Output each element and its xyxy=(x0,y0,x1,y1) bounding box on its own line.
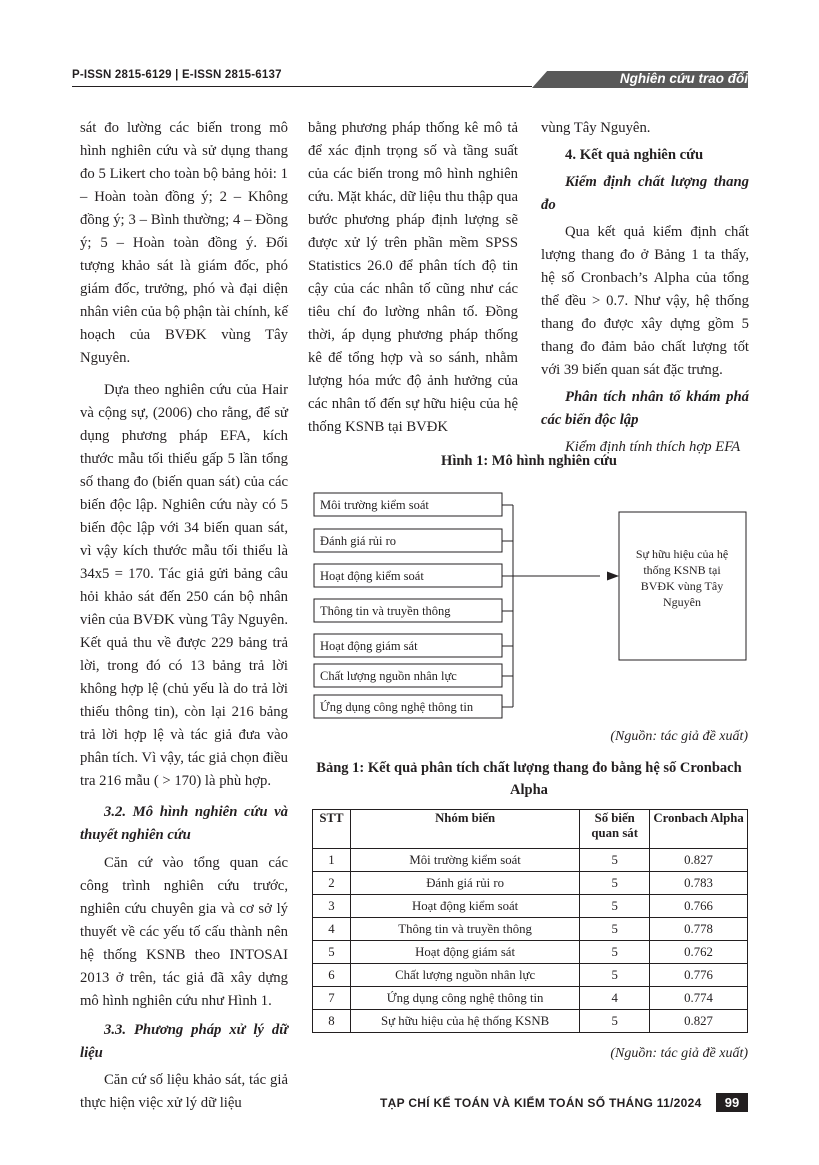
issn-header: P-ISSN 2815-6129 | E-ISSN 2815-6137 xyxy=(72,69,282,81)
factor-label: Đánh giá rủi ro xyxy=(320,534,397,548)
paragraph: Căn cứ vào tổng quan các công trình nghiên cứu trước, nghiên cứu chuyên gia và cơ sở lý thuyết về các yếu tố cấu thành nên hệ thống KSNB theo INTOSAI 2013 ở trên, tác giả đã xây dựng mô hình nghiên cứu như Hình 1. xyxy=(80,855,288,1009)
column-2 xyxy=(308,117,518,439)
header-cell: STT xyxy=(313,810,351,849)
subsection-heading: Phân tích nhân tố khám phá các biến độc lập xyxy=(541,389,749,428)
table-cell: Môi trường kiểm soát xyxy=(350,849,579,872)
header-cell: Cronbach Alpha xyxy=(650,810,748,849)
table-cell: 4 xyxy=(313,918,351,941)
outcome-label: Nguyên xyxy=(663,595,701,609)
paragraph: vùng Tây Nguyên. xyxy=(541,120,651,136)
header-rule xyxy=(72,86,532,87)
table-cell: Sự hữu hiệu của hệ thống KSNB xyxy=(350,1010,579,1033)
table-row xyxy=(313,872,748,895)
table-cell: 5 xyxy=(580,1010,650,1033)
table-cell: 5 xyxy=(580,941,650,964)
table-row xyxy=(313,1010,748,1033)
subsection-heading: Kiểm định tính thích hợp EFA xyxy=(565,439,741,455)
table-cell: 5 xyxy=(580,872,650,895)
table-source: (Nguồn: tác giả đề xuất) xyxy=(610,1046,748,1061)
table-header-row xyxy=(313,810,748,849)
table-cell: 5 xyxy=(580,895,650,918)
table-row xyxy=(313,964,748,987)
outcome-label: thống KSNB tại xyxy=(643,563,721,577)
table-row xyxy=(313,895,748,918)
section-title: Nghiên cứu trao đổi xyxy=(619,71,748,86)
page-number: 99 xyxy=(716,1093,748,1112)
section-heading-3-3: 3.3. Phương pháp xử lý dữ liệu xyxy=(80,1022,288,1061)
subsection-heading: Kiểm định chất lượng thang đo xyxy=(541,174,749,213)
journal-footer: TẠP CHÍ KẾ TOÁN VÀ KIỂM TOÁN SỐ THÁNG 11/2024 xyxy=(380,1096,702,1110)
table-cell: Chất lượng nguồn nhân lực xyxy=(350,964,579,987)
header-cell: Nhóm biến xyxy=(350,810,579,849)
table-cell: 0.774 xyxy=(650,987,748,1010)
table-cell: 6 xyxy=(313,964,351,987)
table-cell: 3 xyxy=(313,895,351,918)
column-3 xyxy=(541,117,749,459)
table-cell: 5 xyxy=(580,849,650,872)
table-cell: 0.827 xyxy=(650,1010,748,1033)
arrow-head xyxy=(607,572,619,581)
section-heading-4: 4. Kết quả nghiên cứu xyxy=(565,147,704,163)
paragraph: Dựa theo nghiên cứu của Hair và cộng sự, (2006) cho rằng, để sử dụng phương pháp EFA, kích thước mẫu tối thiểu gấp 5 lần tổng số thang đo (biến quan sát) của các biến độc lập. Nghiên cứu này có 5 biến độc lập với 34 biến quan sát, vì vậy kích thước mẫu tối thiểu là 34x5 = 170. Tác giả gửi bảng câu hỏi khảo sát đến 250 cán bộ nhân viên của BVĐK vùng Tây Nguyên. Kết quả thu về được 229 bảng trả lời, trong đó có 13 bảng trả lời không hợp lệ (chủ yếu là do trả lời thiếu thông tin), còn lại 216 bảng trả lời hợp lệ và tác giả đưa vào phân tích. Vì vậy, tác giả chọn điều tra 216 mẫu ( > 170) là phù hợp. xyxy=(80,382,288,789)
paragraph: sát đo lường các biến trong mô hình nghiên cứu và sử dụng thang đo 5 Likert cho toàn bộ bảng hỏi: 1 – Hoàn toàn đồng ý; 2 – Không đồng ý; 3 – Bình thường; 4 – Đồng ý; 5 – Hoàn toàn đồng ý. Đối tượng khảo sát là giám đốc, phó giám đốc, trưởng, phó và đại diện nhân viên của bộ phận tài chính, kế hoạch của BVĐK vùng Tây Nguyên. xyxy=(80,120,289,366)
table-row xyxy=(313,941,748,964)
table-cell: 5 xyxy=(313,941,351,964)
paragraph: bằng phương pháp thống kê mô tả để xác định trọng số và tầng suất của các biến trong mô hình nghiên cứu. Mặt khác, dữ liệu thu thập qua bước phương pháp định lượng sẽ được xử lý trên phần mềm SPSS Statistics 26.0 để phân tích độ tin cậy của các nhân tố cũng như các tiêu chí đo lường nhân tố. Đồng thời, áp dụng phương pháp thống kê để tổng hợp và so sánh, nhằm lượng hóa mức độ ảnh hưởng của các nhân tố đến sự hữu hiệu của hệ thống KSNB tại BVĐK xyxy=(308,120,518,435)
table-cell: 0.762 xyxy=(650,941,748,964)
outcome-label: BVĐK vùng Tây xyxy=(640,579,724,593)
table-title: Bảng 1: Kết quả phân tích chất lượng thang đo bằng hệ số Cronbach Alpha xyxy=(316,760,742,798)
column-1 xyxy=(80,117,288,1115)
paragraph: Căn cứ số liệu khảo sát, tác giả thực hiện việc xử lý dữ liệu xyxy=(80,1072,288,1111)
figure-source: (Nguồn: tác giả đề xuất) xyxy=(610,729,748,744)
table-cell: 0.776 xyxy=(650,964,748,987)
table-cell: Đánh giá rủi ro xyxy=(350,872,579,895)
table-cell: Hoạt động kiểm soát xyxy=(350,895,579,918)
outcome-label: Sự hữu hiệu của hệ xyxy=(635,547,729,561)
table-cell: 2 xyxy=(313,872,351,895)
factor-label: Chất lượng nguồn nhân lực xyxy=(320,669,457,683)
table-cell: Hoạt động giám sát xyxy=(350,941,579,964)
table-cell: 1 xyxy=(313,849,351,872)
header-cell: Số biến quan sát xyxy=(580,810,650,849)
factor-label: Hoạt động kiểm soát xyxy=(320,569,424,583)
table-cell: 8 xyxy=(313,1010,351,1033)
table-cell: 5 xyxy=(580,918,650,941)
section-heading-3-2: 3.2. Mô hình nghiên cứu và thuyết nghiên cứu xyxy=(80,804,288,843)
factor-label: Ứng dụng công nghệ thông tin xyxy=(320,700,474,714)
table-row xyxy=(313,918,748,941)
table-cell: 0.766 xyxy=(650,895,748,918)
table-cell: 5 xyxy=(580,964,650,987)
cronbach-table xyxy=(312,809,748,1033)
factor-label: Môi trường kiểm soát xyxy=(320,498,429,512)
table-cell: 0.827 xyxy=(650,849,748,872)
factor-label: Thông tin và truyền thông xyxy=(320,604,451,618)
table-row xyxy=(313,987,748,1010)
figure-title: Hình 1: Mô hình nghiên cứu xyxy=(441,453,617,469)
paragraph: Qua kết quả kiểm định chất lượng thang đo ở Bảng 1 ta thấy, hệ số Cronbach’s Alpha của tổng thể đều > 0.7. Như vậy, hệ thống thang đo được xây dựng gồm 5 thang đo đảm bảo chất lượng tốt với 39 biến quan sát đặc trưng. xyxy=(541,224,749,378)
research-model-diagram xyxy=(310,482,750,727)
table-cell: Ứng dụng công nghệ thông tin xyxy=(350,987,579,1010)
table-cell: 7 xyxy=(313,987,351,1010)
table-cell: 0.783 xyxy=(650,872,748,895)
table-row xyxy=(313,849,748,872)
table-cell: 4 xyxy=(580,987,650,1010)
table-cell: 0.778 xyxy=(650,918,748,941)
table-cell: Thông tin và truyền thông xyxy=(350,918,579,941)
factor-label: Hoạt động giám sát xyxy=(320,639,418,653)
